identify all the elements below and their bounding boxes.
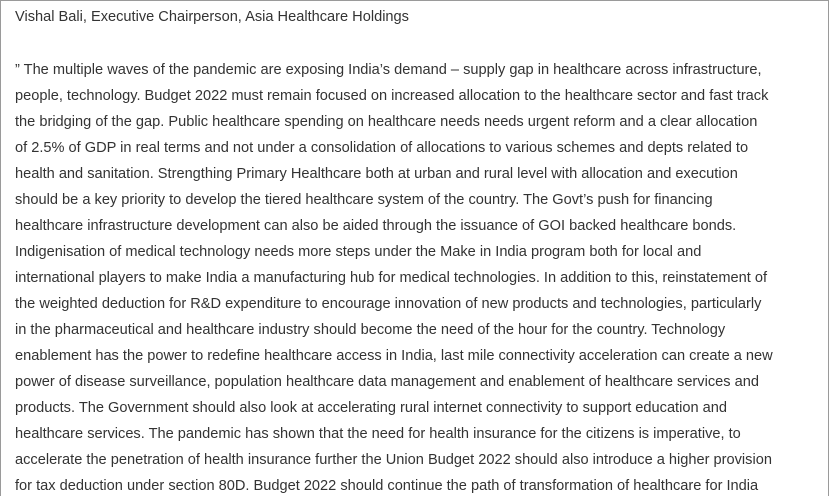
quote-line: power of disease surveillance, population healthcare data management and enablement of healthcare services and xyxy=(15,374,759,390)
quote-line: Indigenisation of medical technology needs more steps under the Make in India program both for local and xyxy=(15,244,702,260)
quote-line: of 2.5% of GDP in real terms and not under a consolidation of allocations to various schemes and depts related to xyxy=(15,140,749,156)
quote-line: products. The Government should also look at accelerating rural internet connectivity to support education and xyxy=(15,400,727,416)
quote-line: healthcare infrastructure development can also be aided through the issuance of GOI backed healthcare bonds. xyxy=(15,218,737,234)
quote-line: in the pharmaceutical and healthcare industry should become the need of the hour for the country. Technology xyxy=(15,322,726,338)
quote-line: accelerate the penetration of health insurance further the Union Budget 2022 should also introduce a higher provision xyxy=(15,452,772,468)
quote-body xyxy=(15,57,815,496)
quote-line: ” The multiple waves of the pandemic are exposing India’s demand – supply gap in healthcare across infrastructure, xyxy=(15,62,762,78)
quote-line: the weighted deduction for R&D expenditure to encourage innovation of new products and technologies, particularly xyxy=(15,296,762,312)
quote-line: international players to make India a manufacturing hub for medical technologies. In addition to this, reinstatement of xyxy=(15,270,768,286)
quote-line: healthcare services. The pandemic has shown that the need for health insurance for the citizens is imperative, to xyxy=(15,426,741,442)
attribution-text: Vishal Bali, Executive Chairperson, Asia Healthcare Holdings xyxy=(15,9,409,25)
quote-line: should be a key priority to develop the tiered healthcare system of the country. The Govt’s push for financing xyxy=(15,192,713,208)
quote-line: for tax deduction under section 80D. Budget 2022 should continue the path of transformation of healthcare for India xyxy=(15,478,759,494)
quote-line: health and sanitation. Strengthing Primary Healthcare both at urban and rural level with allocation and execution xyxy=(15,166,738,182)
quote-line: people, technology. Budget 2022 must remain focused on increased allocation to the healthcare sector and fast track xyxy=(15,88,769,104)
quote-line: enablement has the power to redefine healthcare access in India, last mile connectivity acceleration can create a new xyxy=(15,348,773,364)
quote-line: the bridging of the gap. Public healthcare spending on healthcare needs needs urgent reform and a clear allocation xyxy=(15,114,758,130)
